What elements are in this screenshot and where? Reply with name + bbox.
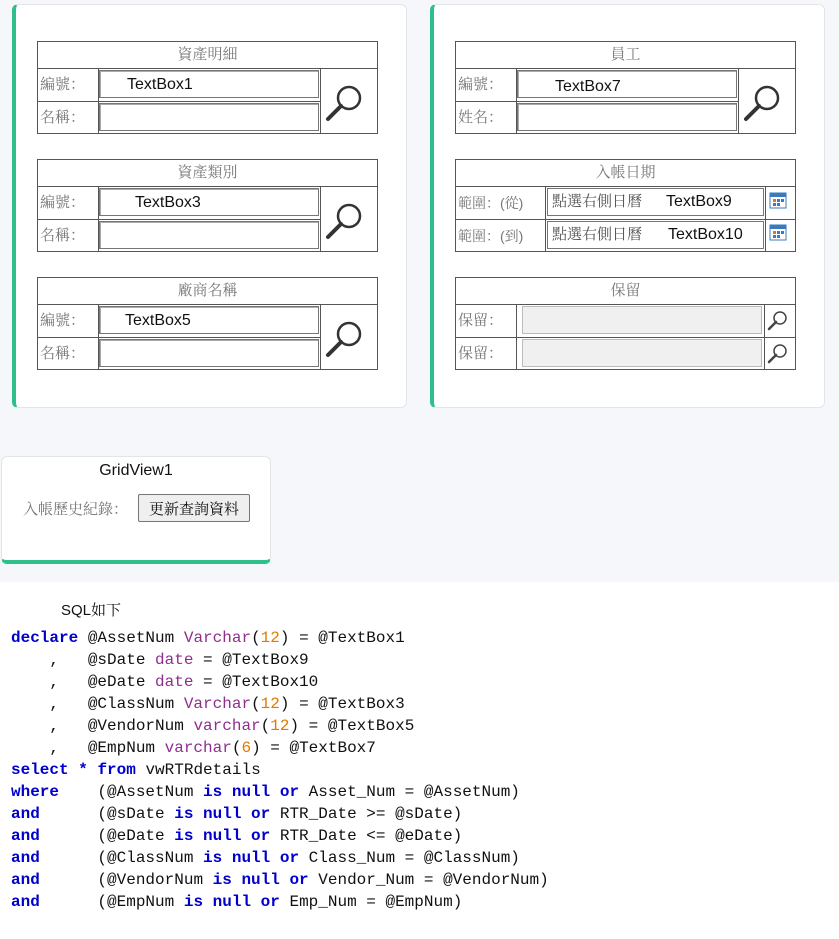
sql-line: where (@AssetNum is null or Asset_Num = @AssetNum) — [11, 783, 520, 801]
date-from-label: 範圍：(從) — [458, 195, 524, 211]
sql-line: , @VendorNum varchar(12) = @TextBox5 — [11, 717, 415, 735]
sql-line: and (@EmpNum is null or Emp_Num = @EmpNum) — [11, 893, 463, 911]
vendor-name-input[interactable] — [99, 339, 319, 367]
sql-line: and (@VendorNum is null or Vendor_Num = @VendorNum) — [11, 871, 549, 889]
search-icon[interactable] — [324, 82, 366, 124]
gridview-title: GridView1 — [99, 462, 173, 479]
sql-line: select * from vwRTRdetails — [11, 761, 261, 779]
search-icon[interactable] — [767, 343, 789, 365]
search-icon[interactable] — [324, 318, 366, 360]
reserved-panel — [455, 277, 796, 370]
history-label: 入帳歷史紀錄： — [23, 501, 129, 518]
date-from-input[interactable]: 點選右側日曆 TextBox9 — [547, 188, 764, 216]
calendar-icon[interactable] — [769, 191, 787, 209]
asset-name-input[interactable] — [99, 103, 319, 131]
entry-date-panel — [455, 159, 796, 252]
sql-line: , @ClassNum Varchar(12) = @TextBox3 — [11, 695, 405, 713]
reserved-input-1 — [522, 306, 762, 334]
sql-line: and (@sDate is null or RTR_Date >= @sDate) — [11, 805, 463, 823]
asset-name-label: 名稱： — [40, 109, 86, 126]
asset-class-panel — [37, 159, 378, 252]
employee-name-input[interactable] — [517, 103, 737, 131]
asset-detail-panel — [37, 41, 378, 134]
asset-code-input[interactable]: TextBox1 — [99, 70, 319, 98]
sql-line: and (@eDate is null or RTR_Date <= @eDate) — [11, 827, 463, 845]
employee-name-label: 姓名： — [458, 109, 504, 126]
vendor-code-input[interactable]: TextBox5 — [99, 306, 319, 334]
search-icon[interactable] — [742, 82, 784, 124]
sql-line: , @eDate date = @TextBox10 — [11, 673, 319, 691]
sql-line: and (@ClassNum is null or Class_Num = @ClassNum) — [11, 849, 520, 867]
reserved-label-1: 保留： — [458, 312, 504, 329]
class-code-input[interactable]: TextBox3 — [99, 188, 319, 216]
date-to-label: 範圍：(到) — [458, 228, 524, 244]
sql-line: declare @AssetNum Varchar(12) = @TextBox1 — [11, 629, 405, 647]
asset-code-label: 編號： — [40, 76, 86, 93]
asset-class-title: 資產類別 — [38, 160, 377, 187]
employee-code-input[interactable]: TextBox7 — [517, 70, 737, 98]
class-name-input[interactable] — [99, 221, 319, 249]
sql-caption: SQL如下 — [61, 602, 122, 619]
employee-panel — [455, 41, 796, 134]
reserved-label-2: 保留： — [458, 345, 504, 362]
employee-title: 員工 — [456, 42, 795, 69]
calendar-icon[interactable] — [769, 223, 787, 241]
employee-code-label: 編號： — [458, 76, 504, 93]
sql-line: , @sDate date = @TextBox9 — [11, 651, 309, 669]
class-code-label: 編號： — [40, 194, 86, 211]
class-name-label: 名稱： — [40, 227, 86, 244]
vendor-panel — [37, 277, 378, 370]
search-icon[interactable] — [324, 200, 366, 242]
entry-date-title: 入帳日期 — [456, 160, 795, 187]
vendor-name-label: 名稱： — [40, 345, 86, 362]
gridview-card — [1, 456, 271, 564]
search-icon[interactable] — [767, 310, 789, 332]
vendor-title: 廠商名稱 — [38, 278, 377, 305]
reserved-title: 保留 — [456, 278, 795, 305]
asset-detail-title: 資產明細 — [38, 42, 377, 69]
date-to-input[interactable]: 點選右側日曆 TextBox10 — [547, 221, 764, 249]
reserved-input-2 — [522, 339, 762, 367]
refresh-button[interactable]: 更新查詢資料 — [138, 494, 250, 522]
vendor-code-label: 編號： — [40, 312, 86, 329]
sql-line: , @EmpNum varchar(6) = @TextBox7 — [11, 739, 376, 757]
sql-code-block — [11, 627, 549, 913]
